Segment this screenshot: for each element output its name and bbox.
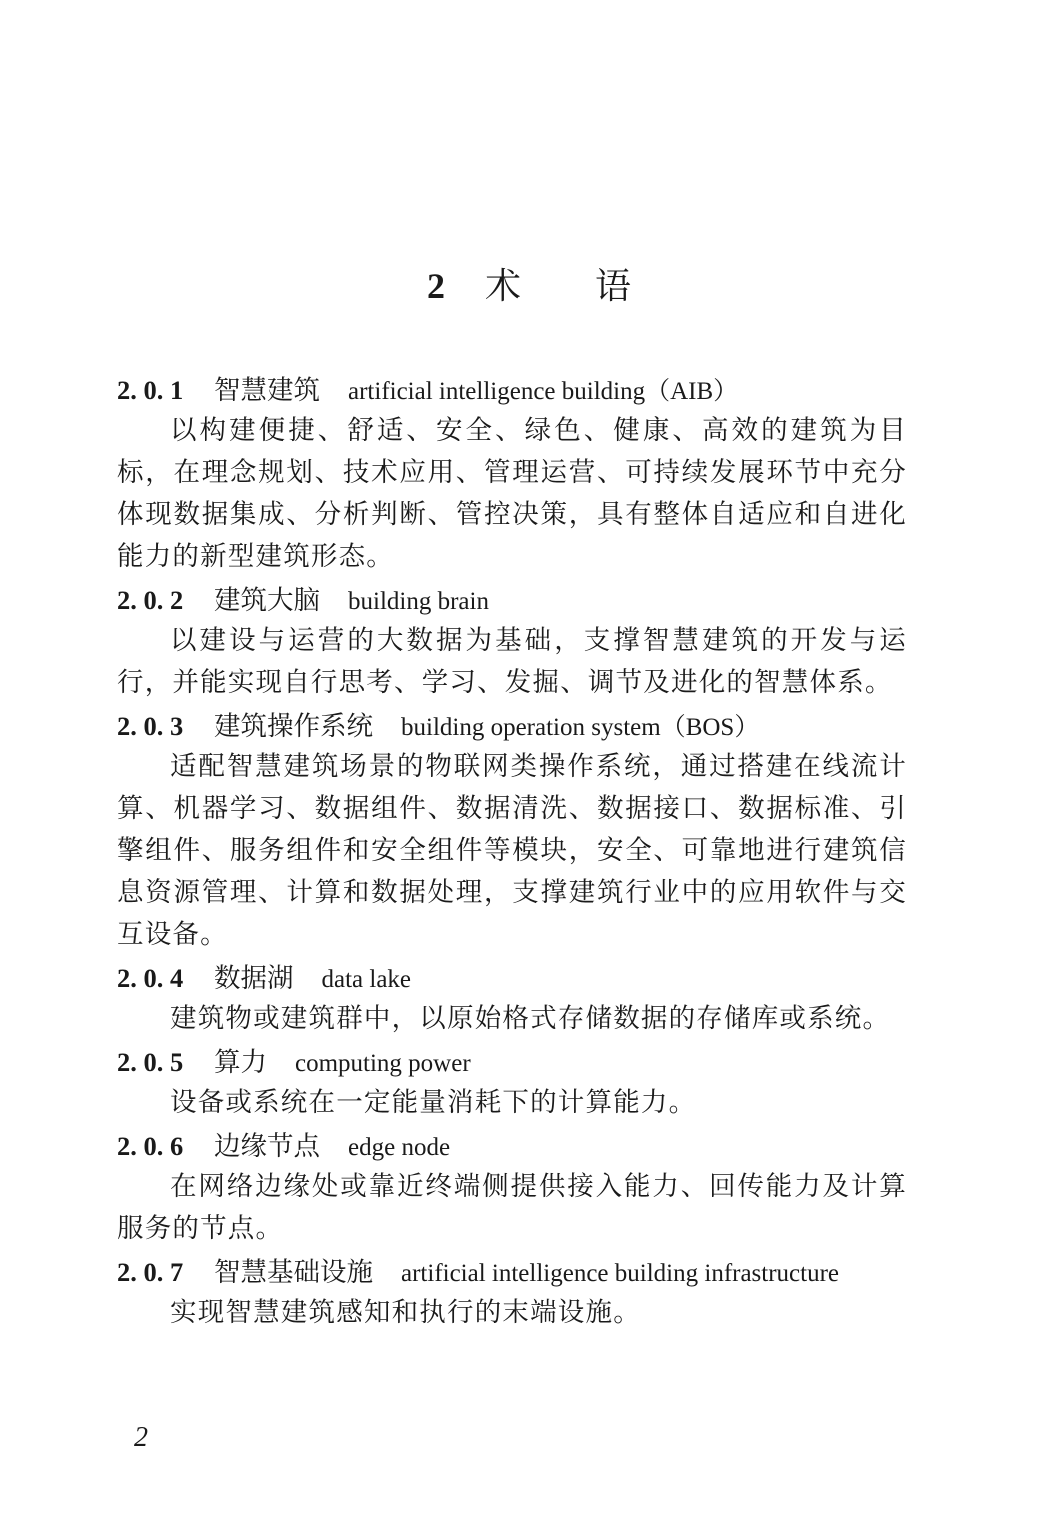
clause-number: 2. 0. 7 bbox=[117, 1257, 184, 1287]
term-heading bbox=[117, 1126, 907, 1166]
term-english: artificial intelligence building infrastructure bbox=[401, 1260, 840, 1287]
term-definition: 设备或系统在一定能量消耗下的计算能力。 bbox=[170, 1087, 697, 1118]
term-definition: 建筑物或建筑群中，以原始格式存储数据的存储库或系统。 bbox=[170, 1003, 891, 1034]
term-english: artificial intelligence building（AIB） bbox=[348, 378, 739, 405]
clause-number: 2. 0. 2 bbox=[117, 585, 184, 615]
page-number: 2 bbox=[134, 1422, 148, 1453]
term-heading bbox=[117, 1252, 907, 1292]
term-definition: 在网络边缘处或靠近终端侧提供接入能力、回传能力及计算服务的节点。 bbox=[117, 1171, 907, 1244]
term-english: building operation system（BOS） bbox=[401, 714, 760, 741]
clause-number: 2. 0. 4 bbox=[117, 963, 184, 993]
term-chinese: 建筑操作系统 bbox=[214, 711, 373, 742]
chapter-title-char-2: 语 bbox=[595, 266, 632, 307]
chapter-title-char-1: 术 bbox=[484, 266, 521, 307]
clause-number: 2. 0. 3 bbox=[117, 711, 184, 741]
term-definition: 以建设与运营的大数据为基础，支撑智慧建筑的开发与运行，并能实现自行思考、学习、发掘、调节及进化的智慧体系。 bbox=[117, 625, 907, 698]
term-chinese: 建筑大脑 bbox=[214, 585, 320, 616]
chapter-heading bbox=[0, 262, 1058, 311]
term-chinese: 算力 bbox=[214, 1047, 267, 1078]
term-english: computing power bbox=[295, 1050, 471, 1077]
term-english: building brain bbox=[348, 588, 489, 615]
chapter-number: 2 bbox=[426, 266, 445, 306]
term-heading bbox=[117, 1042, 907, 1082]
term-heading bbox=[117, 958, 907, 998]
clause-number: 2. 0. 1 bbox=[117, 375, 184, 405]
term-heading bbox=[117, 370, 907, 410]
term-definition: 实现智慧建筑感知和执行的末端设施。 bbox=[170, 1297, 641, 1328]
term-definition: 以构建便捷、舒适、安全、绿色、健康、高效的建筑为目标，在理念规划、技术应用、管理运营、可持续发展环节中充分体现数据集成、分析判断、管控决策，具有整体自适应和自进化能力的新型建筑形态。 bbox=[117, 415, 907, 572]
term-chinese: 智慧基础设施 bbox=[214, 1257, 373, 1288]
term-chinese: 边缘节点 bbox=[214, 1131, 320, 1162]
term-chinese: 智慧建筑 bbox=[214, 375, 320, 406]
terms-list bbox=[117, 370, 907, 1334]
clause-number: 2. 0. 6 bbox=[117, 1131, 184, 1161]
term-heading bbox=[117, 580, 907, 620]
term-definition: 适配智慧建筑场景的物联网类操作系统，通过搭建在线流计算、机器学习、数据组件、数据清洗、数据接口、数据标准、引擎组件、服务组件和安全组件等模块，安全、可靠地进行建筑信息资源管理、计算和数据处理，支撑建筑行业中的应用软件与交互设备。 bbox=[117, 751, 907, 950]
term-chinese: 数据湖 bbox=[214, 963, 294, 994]
clause-number: 2. 0. 5 bbox=[117, 1047, 184, 1077]
term-english: data lake bbox=[321, 966, 412, 993]
term-english: edge node bbox=[348, 1134, 451, 1161]
term-heading bbox=[117, 706, 907, 746]
